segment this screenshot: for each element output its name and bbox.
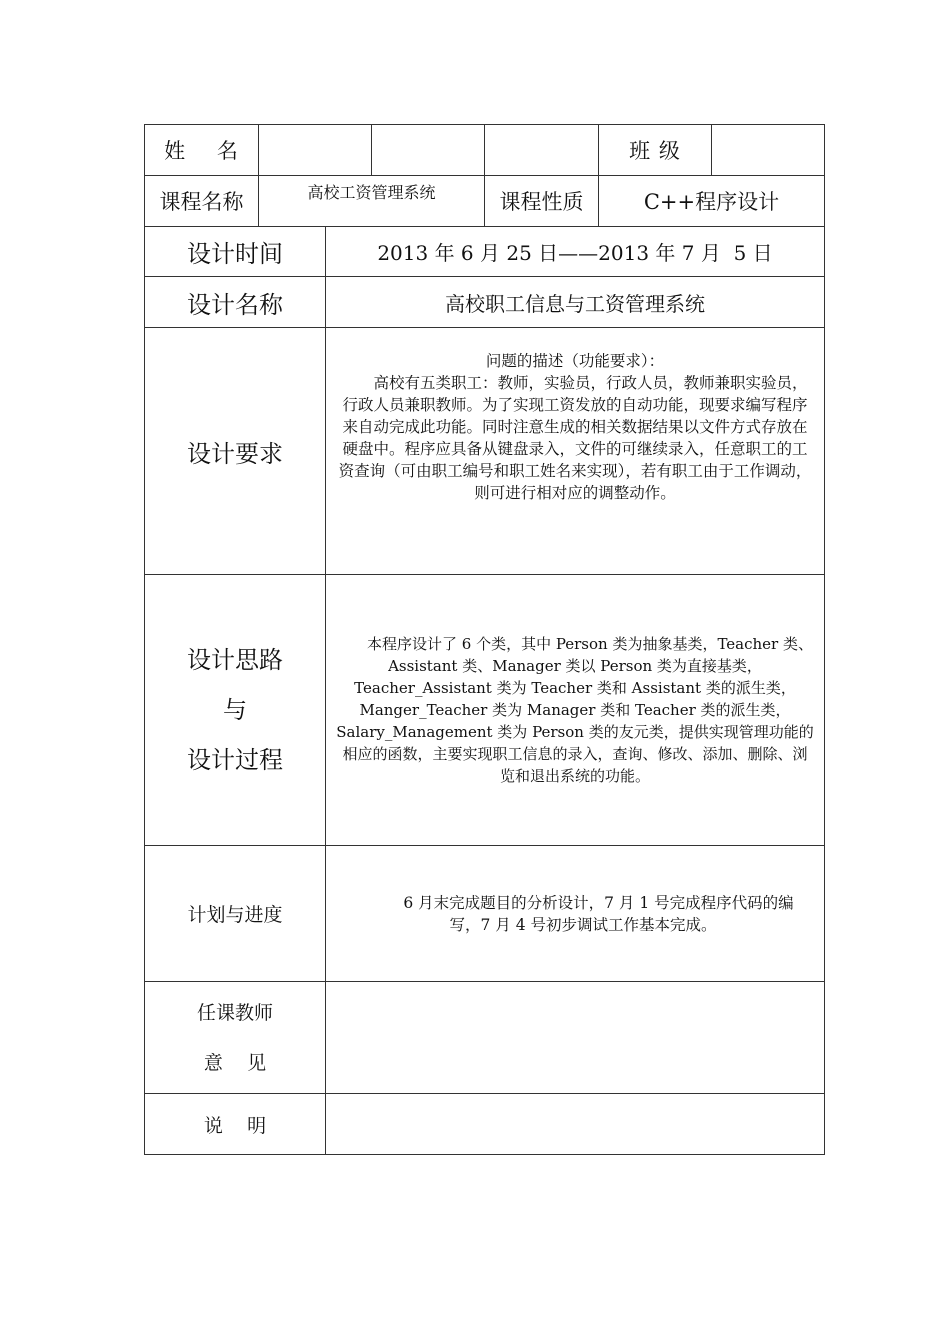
teacher-opinion-label-line1: 任课教师 — [196, 1001, 273, 1024]
design-approach-label — [145, 575, 326, 846]
design-approach-label-line1: 设计思路 — [187, 646, 283, 674]
design-time-label: 设计时间 — [145, 227, 326, 277]
plan-progress-text — [326, 892, 824, 936]
design-approach-text — [326, 633, 824, 787]
design-time-value: 2013 年 6 月 25 日——2013 年 7 月 5 日 — [326, 227, 824, 277]
design-requirement-text — [326, 350, 824, 504]
plan-progress-body: 6 月末完成题目的分析设计，7 月 1 号完成程序代码的编写，7 月 4 号初步调试工作基本完成。 — [403, 893, 794, 934]
remarks-value-cell — [326, 1094, 824, 1154]
design-name-value: 高校职工信息与工资管理系统 — [326, 277, 824, 328]
design-approach-label-line3: 设计过程 — [187, 746, 283, 774]
teacher-opinion-label — [145, 982, 326, 1094]
name-value-cell-3 — [485, 125, 599, 176]
teacher-opinion-label-line2: 意 见 — [203, 1051, 267, 1074]
name-label: 姓 名 — [145, 125, 259, 176]
name-value-cell-2 — [372, 125, 485, 176]
design-requirement-label: 设计要求 — [145, 328, 326, 575]
course-name-label: 课程名称 — [145, 176, 259, 227]
design-approach-label-line2: 与 — [223, 696, 247, 724]
design-approach-cell — [326, 575, 824, 846]
requirement-body: 高校有五类职工：教师，实验员，行政人员，教师兼职实验员，行政人员兼职教师。为了实现工资发放的自动功能，现要求编写程序来自动完成此功能。同时注意生成的相关数据结果以文件方式存放在硬盘中。程序应具备从键盘录入，文件的可继续录入，任意职工的工资查询（可由职工编号和职工姓名来实现），若有职工由于工作调动，则可进行相对应的调整动作。 — [338, 374, 812, 502]
plan-progress-cell — [326, 846, 824, 982]
course-design-form — [144, 124, 825, 1155]
course-type-label: 课程性质 — [485, 176, 599, 227]
teacher-opinion-value-cell — [326, 982, 824, 1094]
design-requirement-cell — [326, 328, 824, 575]
name-value-cell-1 — [259, 125, 372, 176]
class-label: 班 级 — [599, 125, 712, 176]
design-name-label: 设计名称 — [145, 277, 326, 328]
course-name-value: 高校工资管理系统 — [259, 176, 485, 227]
class-value-cell — [712, 125, 824, 176]
requirement-heading: 问题的描述（功能要求）： — [485, 352, 665, 370]
design-approach-body: 本程序设计了 6 个类，其中 Person 类为抽象基类，Teacher 类、Assistant 类、Manager 类以 Person 类为直接基类，Teacher_Assistant 类为 Teacher 类和 Assistant 类的派生类，Manger_Teacher 类为 Manager 类和 Teacher 类的派生类，Salary_Management 类为 Person 类的友元类，提供实现管理功能的相应的函数，主要实现职工信息的录入，查询、修改、添加、删除、浏览和退出系统的功能。 — [336, 635, 814, 785]
remarks-label: 说 明 — [145, 1094, 326, 1154]
plan-progress-label: 计划与进度 — [145, 846, 326, 982]
course-type-value: C++程序设计 — [599, 176, 824, 227]
